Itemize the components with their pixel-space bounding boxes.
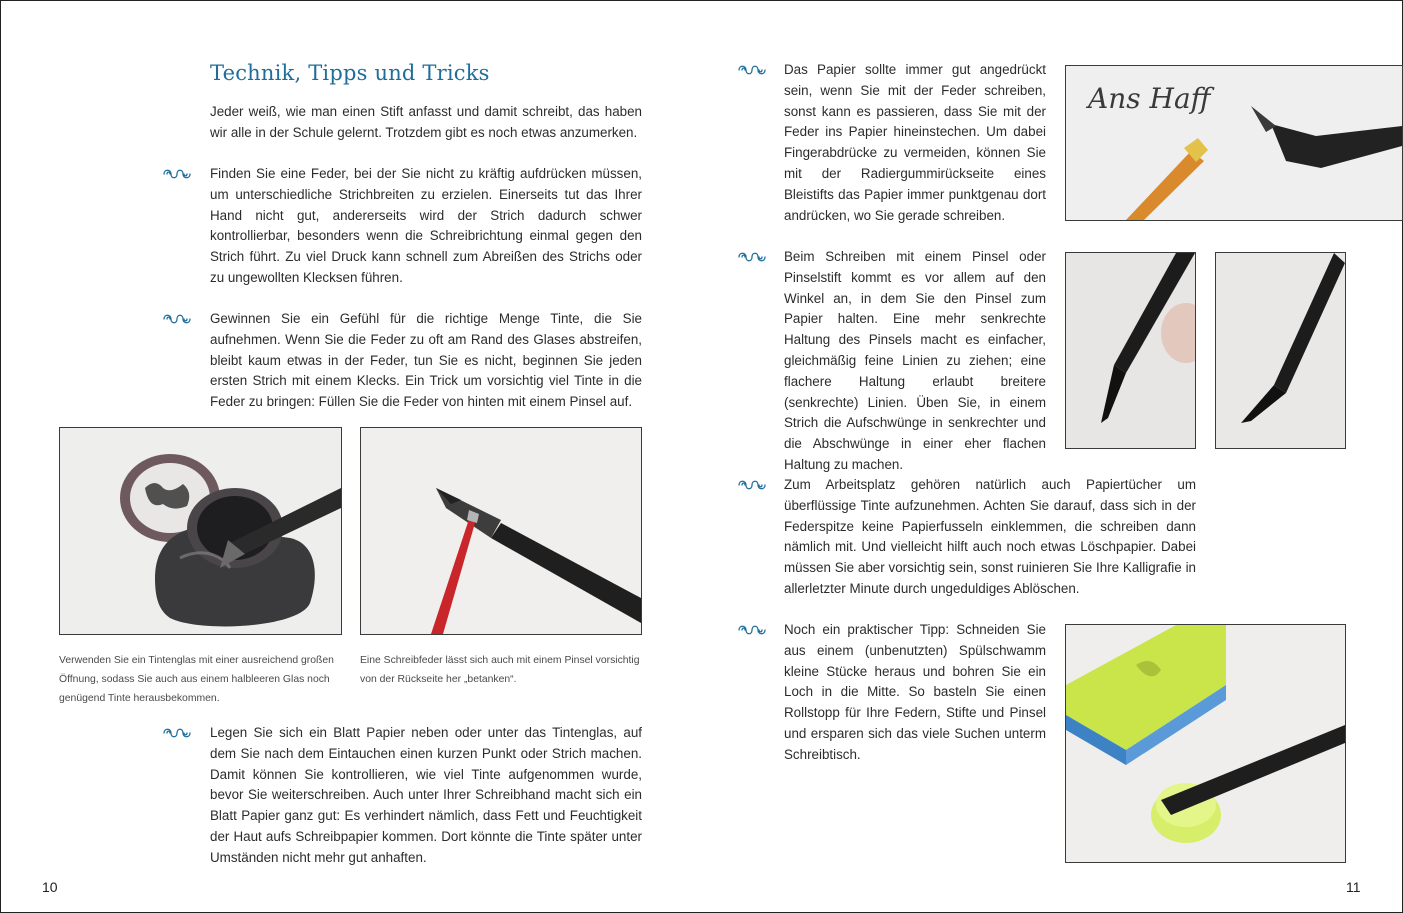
ornament-bullet-icon [737,250,767,264]
ornament-bullet-icon [162,726,192,740]
tip-paragraph: Noch ein praktischer Tipp: Schneiden Sie aus einem (unbenutzten) Spülschwamm kleine Stücke heraus und bohren Sie ein Loch in die Mitte. So basteln Sie einen Rollstopp für Ihre Federn, Stifte und Pinsel und ersparen sich das viele Suchen unterm Schreibtisch. [784,622,1046,762]
tip-paragraph: Das Papier sollte immer gut angedrückt sein, wenn Sie mit der Feder schreiben, sonst kann es passieren, dass Sie mit der Feder ins Papier hineinstechen. Um dabei Fingerabdrücke zu vermeiden, können Sie mit der Radiergummirückseite eines Bleistifts das Papier immer punktgenau dort andrücken, wo Sie gerade schreiben. [784,62,1046,223]
photo-caption: Eine Schreibfeder lässt sich auch mit einem Pinsel vorsichtig von der Rückseite her „betanken“. [360,655,640,685]
ink-bottle-photo [59,427,342,635]
intro-paragraph: Jeder weiß, wie man einen Stift anfasst und damit schreibt, das haben wir alle in der Schule gelernt. Trotzdem gibt es noch etwas anzumerken. [210,104,642,140]
ornament-bullet-icon [162,167,192,181]
tip-paragraph: Legen Sie sich ein Blatt Papier neben oder unter das Tintenglas, auf dem Sie nach dem Eintauchen einen kurzen Punkt oder Strich machen. Damit können Sie kontrollieren, wie viel Tinte aufgenommen wurde, bevor Sie weiterschreiben. Auch unter Ihrer Schreibhand macht sich ein Blatt Papier ganz gut: Es verhindert nämlich, dass Fett und Feuchtigkeit der Haut aufs Schreibpapier kommen. Dort könnte die Tinte später unter Umständen nicht mehr gut anhaften. [210,725,642,865]
pencil-pressing-paper-photo [1065,65,1403,221]
brush-pen-angled-photo [1215,252,1346,449]
tip-paragraph: Gewinnen Sie ein Gefühl für die richtige Menge Tinte, die Sie aufnehmen. Wenn Sie die Feder zu oft am Rand des Glases abstreifen, bleibt kaum etwas in der Feder, tun Sie es nicht, beginnen Sie jeden ersten Strich mit einem Klecks. Ein Trick um vorsichtig viel Tinte in die Feder zu bringen: Füllen Sie die Feder von hinten mit einem Pinsel auf. [210,311,642,410]
ornament-bullet-icon [737,478,767,492]
ornament-bullet-icon [737,63,767,77]
page-number-left: 10 [42,879,58,895]
handwriting-sample: Ans Haff [1088,82,1211,115]
ornament-bullet-icon [162,312,192,326]
page-heading: Technik, Tipps und Tricks [210,61,490,85]
sponge-roll-stop-photo [1065,624,1346,863]
brush-pen-vertical-photo [1065,252,1196,449]
tip-paragraph: Beim Schreiben mit einem Pinsel oder Pinselstift kommt es vor allem auf den Winkel an, in dem Sie den Pinsel zum Papier halten. Eine mehr senkrechte Haltung des Pinsels macht es einfacher, gleichmäßig feine Linien zu ziehen; eine flachere Haltung erlaubt breitere (senkrechte) Linien. Üben Sie, in einem Strich die Aufschwünge in senkrechter und die Abschwünge in einer eher flachen Haltung zu machen. [784,249,1046,472]
page-number-right: 11 [1346,879,1361,895]
tip-paragraph: Zum Arbeitsplatz gehören natürlich auch Papiertücher um überflüssige Tinte aufzunehmen. Achten Sie darauf, dass sich in der Federspitze keine Papierfusseln einklemmen, die schreiben dann nämlich mit. Und vielleicht hilft auch noch etwas Löschpapier. Dabei müssen Sie aber vorsichtig sein, sonst ruinieren Sie Ihre Kalligrafie in allerletzter Minute durch ungeduldiges Ablöschen. [784,477,1196,596]
brush-filling-nib-photo [360,427,642,635]
ornament-bullet-icon [737,623,767,637]
photo-caption: Verwenden Sie ein Tintenglas mit einer ausreichend großen Öffnung, sodass Sie auch aus einem halbleeren Glas noch genügend Tinte herausbekommen. [59,655,334,704]
tip-paragraph: Finden Sie eine Feder, bei der Sie nicht zu kräftig aufdrücken müssen, um unterschiedliche Strichbreiten zu erzielen. Einerseits tut das Ihrer Hand nicht gut, andererseits wird der Strich dadurch schwer kontrollierbar, besonders wenn die Schreibrichtung einmal gegen den Strich führt. Zu viel Druck kann schnell zum Abreißen des Strichs oder zu ungewollten Klecksen führen. [210,166,642,285]
